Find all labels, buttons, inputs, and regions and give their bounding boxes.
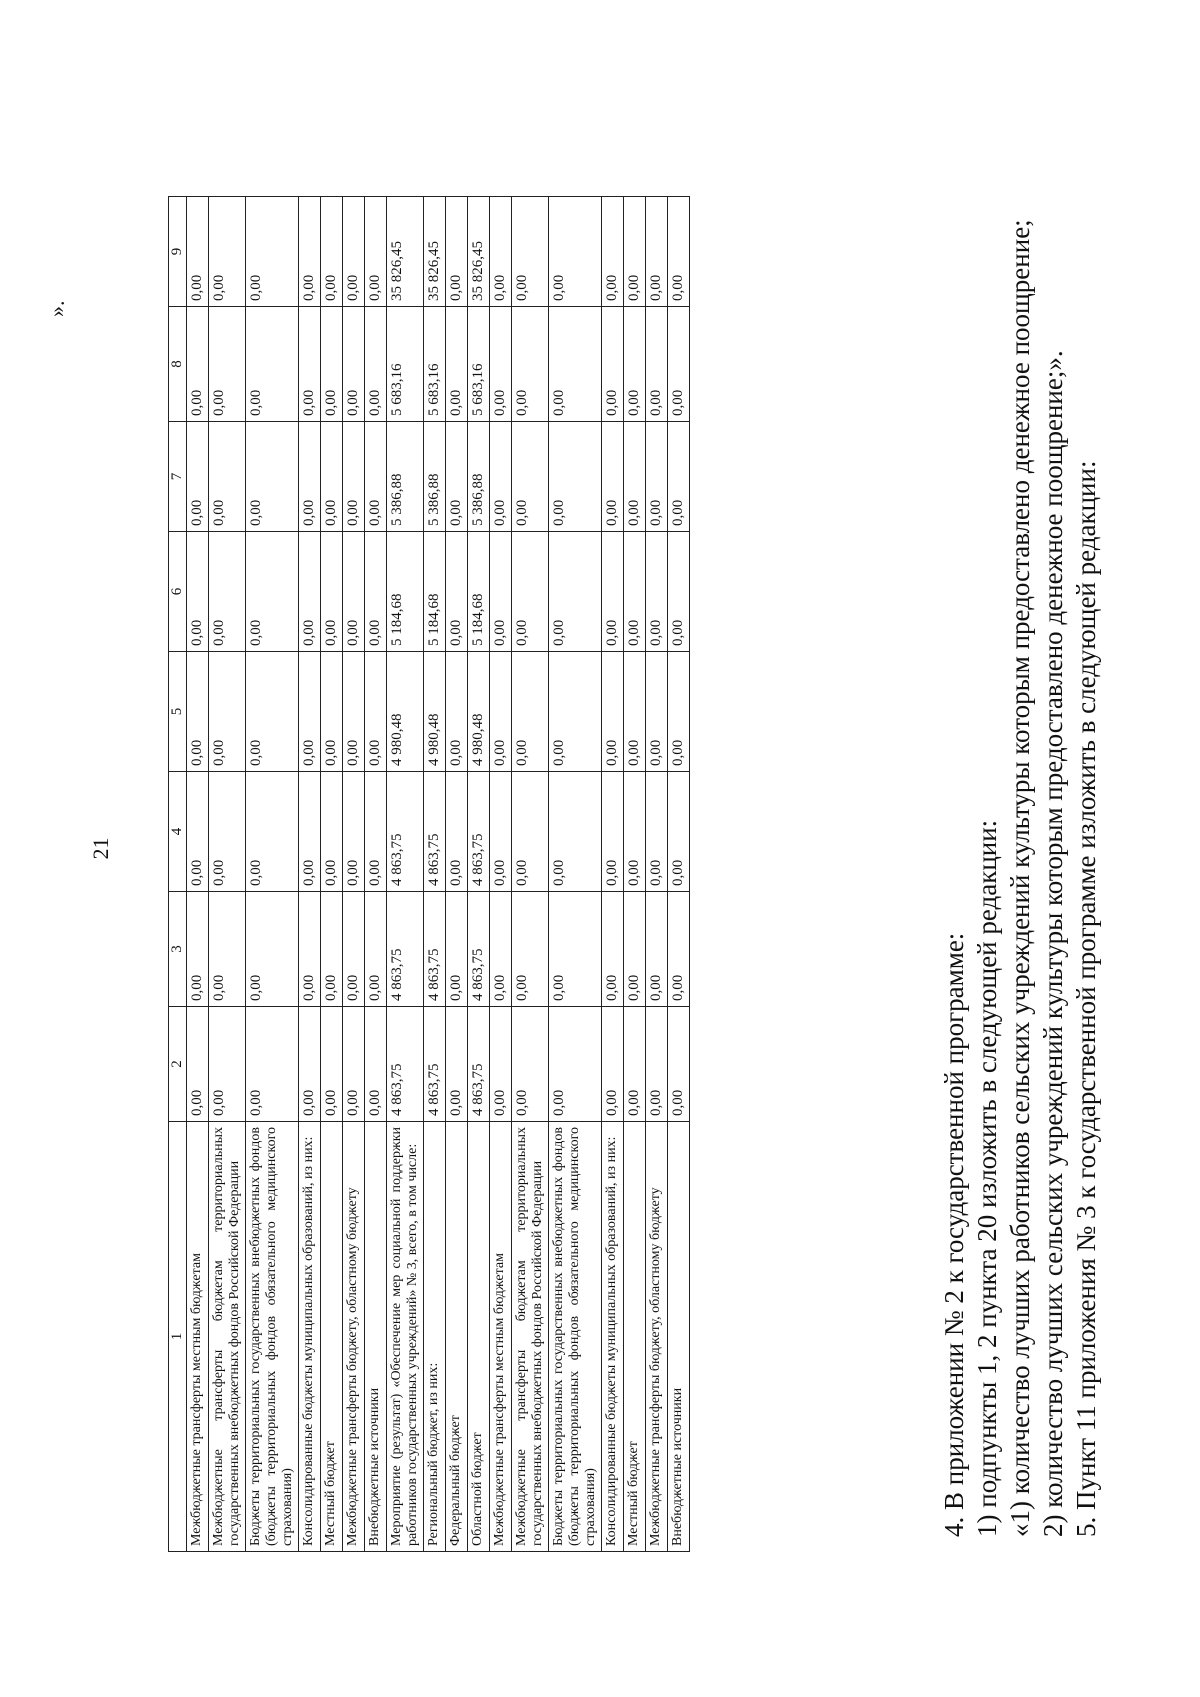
table-cell: 0,00 [490,892,512,1007]
text-line: 4. В приложении № 2 к государственной программе: [939,932,969,1537]
table-cell: 0,00 [512,772,549,892]
table-cell: 4 863,75 [424,892,446,1007]
table-cell: 5 386,88 [387,422,424,532]
table-cell: 4 980,48 [468,652,490,772]
table-cell: 0,00 [668,892,690,1007]
row-label: Областной бюджет [468,1122,490,1552]
table-cell: 4 863,75 [424,1007,446,1122]
table-cell: 0,00 [602,652,624,772]
table-row [209,197,246,1552]
table-cell: 4 980,48 [387,652,424,772]
table-cell: 5 386,88 [468,422,490,532]
table-cell: 0,00 [549,892,602,1007]
table-cell: 0,00 [246,892,299,1007]
table-cell: 4 863,75 [468,1007,490,1122]
table-cell: 0,00 [299,307,321,422]
column-header: 4 [169,772,187,892]
table-cell: 0,00 [512,422,549,532]
table-cell: 4 863,75 [424,772,446,892]
table-cell: 0,00 [187,1007,209,1122]
table-cell: 5 683,16 [424,307,446,422]
table-cell: 0,00 [321,422,343,532]
budget-table [168,196,690,1552]
table-cell: 0,00 [365,197,387,307]
amendment-text [938,47,1103,1537]
row-label: Межбюджетные трансферты местным бюджетам [490,1122,512,1552]
table-cell: 0,00 [446,772,468,892]
table-cell: 0,00 [602,422,624,532]
table-row [246,197,299,1552]
column-header: 1 [169,1122,187,1552]
table-row [668,197,690,1552]
table-cell: 0,00 [668,1007,690,1122]
row-label: Бюджеты территориальных государственных внебюджетных фондов (бюджеты территориальных фондов обязательного медицинского страхования) [246,1122,299,1552]
table-cell: 0,00 [343,532,365,652]
table-cell: 0,00 [246,772,299,892]
table-row [424,197,446,1552]
table-cell: 0,00 [490,772,512,892]
table-cell: 0,00 [602,532,624,652]
table-cell: 0,00 [624,772,646,892]
table-cell: 0,00 [209,892,246,1007]
table-cell: 5 184,68 [424,532,446,652]
table-cell: 0,00 [602,1007,624,1122]
row-label: Бюджеты территориальных государственных внебюджетных фондов (бюджеты территориальных фондов обязательного медицинского страхования) [549,1122,602,1552]
table-cell: 0,00 [624,422,646,532]
column-header: 3 [169,892,187,1007]
row-label: Межбюджетные трансферты бюджетам территориальных государственных внебюджетных фондов Российской Федерации [209,1122,246,1552]
table-cell: 0,00 [209,652,246,772]
table-cell: 0,00 [624,197,646,307]
table-cell: 0,00 [512,307,549,422]
table-cell: 0,00 [668,772,690,892]
table-cell: 0,00 [668,652,690,772]
table-cell: 0,00 [646,892,668,1007]
row-label: Мероприятие (результат) «Обеспечение мер социальной поддержки работников государственных учреждений» № 3, всего, в том числе: [387,1122,424,1552]
table-cell: 0,00 [365,652,387,772]
table-cell: 0,00 [365,772,387,892]
text-line: 2) количество лучших сельских учреждений культуры которым предоставлено денежное поощрение;». [1038,350,1068,1537]
table-cell: 0,00 [512,197,549,307]
table-cell: 0,00 [602,772,624,892]
table-row [624,197,646,1552]
table-row [512,197,549,1552]
table-cell: 0,00 [668,197,690,307]
table-cell: 0,00 [299,772,321,892]
table-cell: 0,00 [209,197,246,307]
table-row [321,197,343,1552]
row-label: Межбюджетные трансферты местным бюджетам [187,1122,209,1552]
table-cell: 0,00 [490,652,512,772]
table-cell: 4 863,75 [387,1007,424,1122]
row-label: Местный бюджет [321,1122,343,1552]
table-row [468,197,490,1552]
table-row [646,197,668,1552]
table-cell: 0,00 [187,652,209,772]
table-header [169,197,187,1552]
table-cell: 0,00 [446,1007,468,1122]
row-label: Региональный бюджет, из них: [424,1122,446,1552]
table-cell: 0,00 [209,772,246,892]
table-cell: 0,00 [602,892,624,1007]
row-label: Федеральный бюджет [446,1122,468,1552]
table-cell: 0,00 [646,772,668,892]
table-cell: 0,00 [299,1007,321,1122]
table-cell: 0,00 [246,307,299,422]
table-cell: 0,00 [446,892,468,1007]
table-row [602,197,624,1552]
table-body [187,197,690,1552]
row-label: Межбюджетные трансферты бюджету, областному бюджету [646,1122,668,1552]
table-cell: 0,00 [246,532,299,652]
table-cell: 0,00 [446,652,468,772]
table-cell: 0,00 [365,532,387,652]
table-cell: 0,00 [187,307,209,422]
table-closing-mark: ». [44,300,69,317]
table-cell: 5 683,16 [387,307,424,422]
row-label: Консолидированные бюджеты муниципальных образований, из них: [602,1122,624,1552]
table-cell: 35 826,45 [424,197,446,307]
table-cell: 0,00 [549,532,602,652]
table-cell: 0,00 [446,307,468,422]
table-cell: 0,00 [343,772,365,892]
table-cell: 5 683,16 [468,307,490,422]
table-cell: 0,00 [321,532,343,652]
table-cell: 35 826,45 [387,197,424,307]
table-cell: 0,00 [209,422,246,532]
table-cell: 0,00 [246,422,299,532]
table-row [299,197,321,1552]
table-cell: 0,00 [321,772,343,892]
table-cell: 0,00 [512,892,549,1007]
table-cell: 0,00 [187,197,209,307]
table-cell: 0,00 [512,1007,549,1122]
table-cell: 0,00 [321,892,343,1007]
column-header: 2 [169,1007,187,1122]
table-row [490,197,512,1552]
table-cell: 0,00 [187,892,209,1007]
table-cell: 0,00 [299,652,321,772]
table-cell: 0,00 [187,532,209,652]
table-cell: 0,00 [549,197,602,307]
table-cell: 5 184,68 [387,532,424,652]
table-cell: 5 184,68 [468,532,490,652]
table-cell: 0,00 [602,307,624,422]
table-cell: 4 863,75 [387,892,424,1007]
table-cell: 0,00 [668,307,690,422]
table-cell: 0,00 [624,532,646,652]
table-cell: 0,00 [209,1007,246,1122]
table-cell: 0,00 [646,307,668,422]
row-label: Внебюджетные источники [668,1122,690,1552]
table-cell: 0,00 [646,532,668,652]
table-row [446,197,468,1552]
table-cell: 0,00 [246,652,299,772]
table-cell: 0,00 [624,307,646,422]
table-cell: 0,00 [246,197,299,307]
table-cell: 0,00 [446,422,468,532]
table-cell: 0,00 [602,197,624,307]
table-row [549,197,602,1552]
table-cell: 0,00 [490,1007,512,1122]
table-cell: 0,00 [490,307,512,422]
table-cell: 0,00 [490,422,512,532]
table-cell: 4 980,48 [424,652,446,772]
table-row [387,197,424,1552]
table-cell: 0,00 [343,422,365,532]
table-cell: 35 826,45 [468,197,490,307]
table-cell: 0,00 [549,422,602,532]
row-label: Внебюджетные источники [365,1122,387,1552]
column-header: 6 [169,532,187,652]
table-cell: 0,00 [321,197,343,307]
table-cell: 0,00 [299,532,321,652]
text-line: 1) подпункты 1, 2 пункта 20 изложить в следующей редакции: [972,819,1002,1537]
table-cell: 0,00 [321,1007,343,1122]
table-cell: 0,00 [624,1007,646,1122]
table-cell: 0,00 [365,1007,387,1122]
table-cell: 0,00 [343,307,365,422]
table-cell: 0,00 [624,652,646,772]
table-cell: 0,00 [624,892,646,1007]
table-cell: 0,00 [321,307,343,422]
table-cell: 0,00 [209,532,246,652]
table-row [343,197,365,1552]
table-cell: 0,00 [490,197,512,307]
table-cell: 0,00 [299,197,321,307]
column-header: 5 [169,652,187,772]
row-label: Межбюджетные трансферты бюджету, областному бюджету [343,1122,365,1552]
table-cell: 0,00 [246,1007,299,1122]
table-cell: 0,00 [668,422,690,532]
table-cell: 0,00 [446,532,468,652]
table-cell: 0,00 [209,307,246,422]
table-cell: 0,00 [321,652,343,772]
table-cell: 0,00 [446,197,468,307]
row-label: Межбюджетные трансферты бюджетам территориальных государственных внебюджетных фондов Российской Федерации [512,1122,549,1552]
table-cell: 0,00 [365,307,387,422]
row-label: Местный бюджет [624,1122,646,1552]
table-row [187,197,209,1552]
column-header: 7 [169,422,187,532]
table-cell: 0,00 [365,892,387,1007]
table-cell: 0,00 [549,1007,602,1122]
table-cell: 0,00 [299,422,321,532]
table-cell: 0,00 [646,1007,668,1122]
table-cell: 0,00 [343,197,365,307]
column-header: 9 [169,197,187,307]
table-cell: 4 863,75 [387,772,424,892]
table-cell: 0,00 [365,422,387,532]
column-header: 8 [169,307,187,422]
text-line: 5. Пункт 11 приложения № 3 к государственной программе изложить в следующей редакции: [1071,460,1101,1537]
page-number: 21 [88,837,113,860]
table-cell: 0,00 [549,772,602,892]
column-number-row [169,197,187,1552]
table-cell: 0,00 [512,532,549,652]
table-cell: 0,00 [343,1007,365,1122]
table-cell: 0,00 [646,197,668,307]
table-cell: 0,00 [299,892,321,1007]
table-cell: 0,00 [512,652,549,772]
table-cell: 0,00 [549,652,602,772]
table-cell: 0,00 [490,532,512,652]
table-cell: 4 863,75 [468,892,490,1007]
table-cell: 0,00 [549,307,602,422]
text-line: «1) количество лучших работников сельских учреждений культуры которым предоставлено денежное поощрение; [1005,219,1035,1537]
table-cell: 0,00 [646,652,668,772]
table-cell: 0,00 [343,652,365,772]
table-cell: 0,00 [187,772,209,892]
table-cell: 0,00 [343,892,365,1007]
table-cell: 0,00 [646,422,668,532]
table-cell: 0,00 [187,422,209,532]
row-label: Консолидированные бюджеты муниципальных образований, из них: [299,1122,321,1552]
table-cell: 4 863,75 [468,772,490,892]
table-row [365,197,387,1552]
table-cell: 5 386,88 [424,422,446,532]
table-cell: 0,00 [668,532,690,652]
